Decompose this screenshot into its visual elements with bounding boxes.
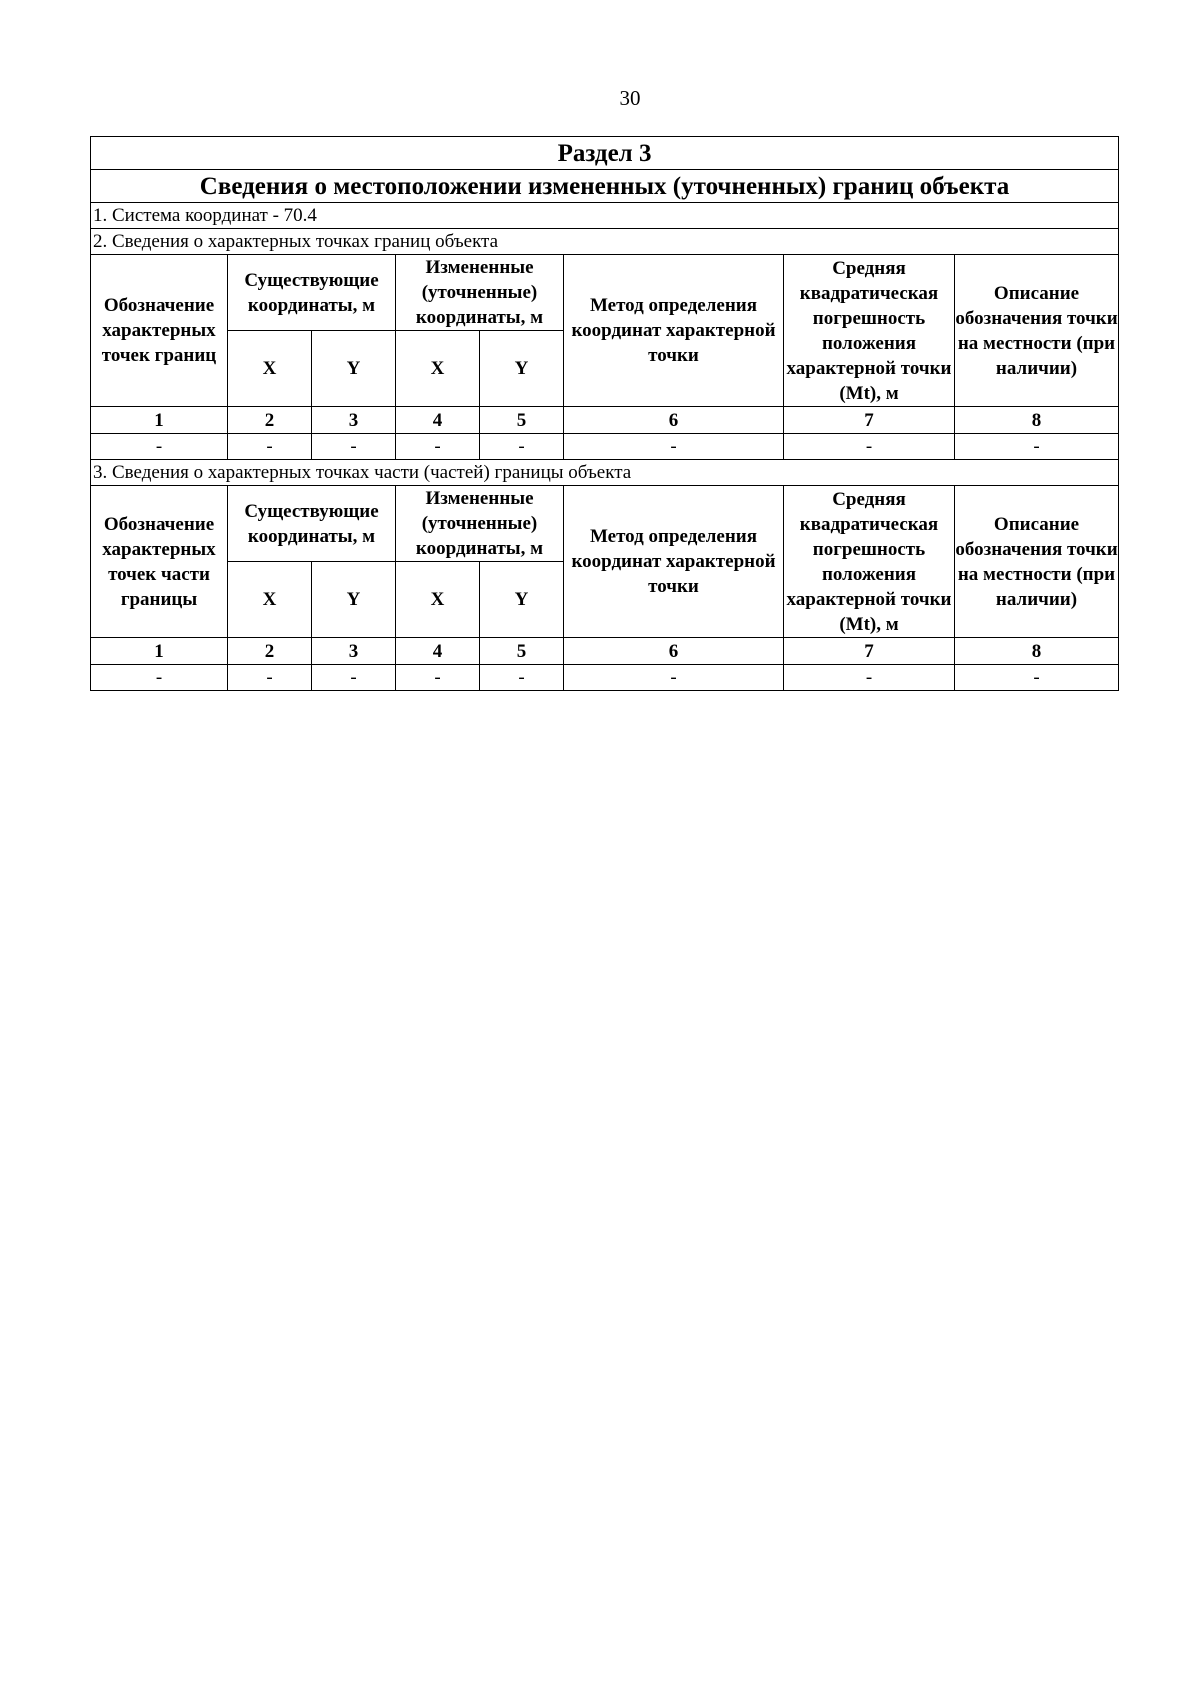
column-number: 5 [480,638,564,665]
part2-caption: 2. Сведения о характерных точках границ объекта [91,229,1119,255]
table-cell: - [784,665,955,691]
header-method: Метод определения координат характерной точки [564,255,784,407]
section-title: Раздел 3 [91,137,1119,170]
table-cell: - [955,434,1119,460]
column-number: 3 [312,638,396,665]
table-cell: - [480,665,564,691]
column-number: 4 [396,638,480,665]
header-changed-x: X [396,562,480,638]
column-number: 8 [955,407,1119,434]
table-cell: - [91,434,228,460]
header-existing-x: X [228,331,312,407]
header-description: Описание обозначения точки на местности (при наличии) [955,486,1119,638]
table-cell: - [312,665,396,691]
header-changed-y: Y [480,562,564,638]
table-cell: - [91,665,228,691]
header-error: Средняя квадратическая погрешность положения характерной точки (Mt), м [784,486,955,638]
header-changed-y: Y [480,331,564,407]
table-cell: - [228,434,312,460]
column-number: 6 [564,638,784,665]
column-number: 5 [480,407,564,434]
coord-system-line: 1. Система координат - 70.4 [91,203,1119,229]
header-description: Описание обозначения точки на местности (при наличии) [955,255,1119,407]
column-number: 3 [312,407,396,434]
header-existing-coords: Существующие координаты, м [228,486,396,562]
table-cell: - [955,665,1119,691]
table-cell: - [396,434,480,460]
part3-caption: 3. Сведения о характерных точках части (частей) границы объекта [91,460,1119,486]
table-cell: - [784,434,955,460]
column-number: 1 [91,407,228,434]
table-cell: - [480,434,564,460]
header-designation: Обозначение характерных точек границ [91,255,228,407]
header-existing-x: X [228,562,312,638]
header-changed-coords: Измененные (уточненные) координаты, м [396,255,564,331]
column-number: 4 [396,407,480,434]
column-number: 6 [564,407,784,434]
header-method: Метод определения координат характерной точки [564,486,784,638]
table-cell: - [312,434,396,460]
column-number: 2 [228,407,312,434]
header-designation: Обозначение характерных точек части границы [91,486,228,638]
page-number: 30 [619,86,641,110]
table-cell: - [228,665,312,691]
column-number: 7 [784,407,955,434]
header-changed-x: X [396,331,480,407]
section-subtitle: Сведения о местоположении измененных (уточненных) границ объекта [91,170,1119,203]
header-existing-y: Y [312,331,396,407]
column-number: 7 [784,638,955,665]
header-existing-y: Y [312,562,396,638]
section-table [90,136,1119,691]
header-error: Средняя квадратическая погрешность положения характерной точки (Mt), м [784,255,955,407]
table-cell: - [396,665,480,691]
table-cell: - [564,665,784,691]
header-changed-coords: Измененные (уточненные) координаты, м [396,486,564,562]
header-existing-coords: Существующие координаты, м [228,255,396,331]
table-cell: - [564,434,784,460]
column-number: 8 [955,638,1119,665]
column-number: 2 [228,638,312,665]
column-number: 1 [91,638,228,665]
